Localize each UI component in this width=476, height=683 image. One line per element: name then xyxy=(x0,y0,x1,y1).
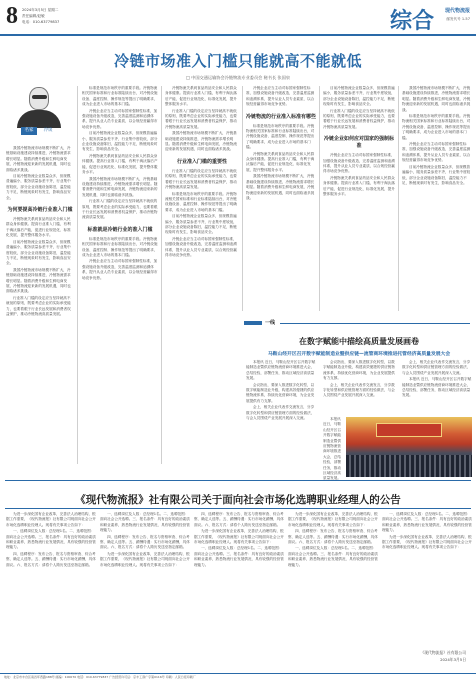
lead-column-4 xyxy=(246,86,316,311)
lead-byline: □ 中国交通运输协会冷链物流专业委员会 秘书长 张国泉 xyxy=(185,75,291,80)
paragraph: 一、选聘岗位及人数：总经理1名。二、选聘范围：面向社会公开选聘。三、报名条件：具有良好的政治素质和职业素养，熟悉物流行业发展情况，具有较强的经营管理能力。 xyxy=(194,546,284,567)
feature-column-2 xyxy=(323,360,395,414)
column-divider xyxy=(242,86,243,311)
page-number: 8 xyxy=(6,3,18,29)
feature-section-label xyxy=(244,319,474,327)
paragraph: 会上，相关企业代表作交流发言，分享数字化转型和供应链管理方面的经验做法，与会人员围绕产业发展开展深入交流。 xyxy=(402,360,471,375)
lead-column-5 xyxy=(323,86,395,311)
notice-column-4 xyxy=(288,512,378,670)
paragraph: 一、选聘岗位及人数：总经理1名。二、选聘范围：面向社会公开选聘。三、报名条件：具有良好的政治素质和职业素养，熟悉物流行业发展情况，具有较强的经营管理能力。 xyxy=(382,512,472,533)
paragraph: 四、选聘程序：发布公告、报名与资格审查、综合考察、确定人选等。五、薪酬待遇：实行市场化薪酬，具体面议。六、报名方式：请将个人简历发送至指定邮箱。 xyxy=(194,512,284,527)
lead-column-1 xyxy=(6,146,74,466)
lead-headline: 冷链市场准入门槛只能就高不能就低 xyxy=(113,52,362,70)
paragraph: 本报讯 近日，马鞍山经开区召开数字赋能制造业暨供应链物流营商环境推进大会，总结经验，部署任务，推动区域经济高质量发展。 xyxy=(323,417,341,481)
paragraph: 目前冷链物流企业数量众多，但规模普遍偏小，服务质量参差不齐，行业集中度较低，部分企业设施设备陈旧，温控能力不足，断链现象时有发生，影响食品安全。 xyxy=(402,164,471,185)
section-title: 综合 xyxy=(389,8,434,34)
subhead: 标准就是冷链行业的准入门槛 xyxy=(87,226,153,233)
paragraph: 冷链企业应当主动对标国家强制性标准，加强设施设备升级改造，完善温度监测和追溯体系，提升从业人员专业素质，以合规经营赢得市场竞争优势。 xyxy=(323,153,395,174)
notice-date: 2024年3月5日 xyxy=(440,657,466,662)
paragraph: 冷链企业应当主动对标国家强制性标准，加强设施设备升级改造，完善温度监测和追溯体系，提升从业人员专业素质，以合规经营赢得市场竞争优势。 xyxy=(165,236,237,257)
notice-column-3 xyxy=(194,512,284,670)
paragraph: 我国冷链物流市场规模不断扩大，冷链基础设施建设持续推进，冷链物流需求增长明显。随着消费升级和生鲜电商发展，冷链物流迎来新的发展机遇，同时也面临诸多挑战。 xyxy=(402,86,471,112)
face-illustration xyxy=(29,87,49,110)
editor-line: 责任编辑/赵敏 xyxy=(22,14,45,18)
paragraph: 我国冷链物流市场规模不断扩大，冷链基础设施建设持续推进，冷链物流需求增长明显。随着消费升级和生鲜电商发展，冷链物流迎来新的发展机遇，同时也面临诸多挑战。 xyxy=(82,176,158,197)
feature-column-4 xyxy=(323,417,343,481)
label-text: 一线 xyxy=(265,320,276,326)
notice-title: 《现代物流报》社有限公司关于面向社会市场化选聘职业经理人的公告 xyxy=(75,494,401,506)
footer-info: 地址：北京市丰台区南四环西路188号 邮编：100070 电话：010-63779837 广告经营许可证：京丰工商广字第0116号 印刷：人民日报印刷厂 xyxy=(0,673,476,683)
paragraph: 行业准入门槛的设定应当坚持就高不就低的原则，既要考虑企业的实际承受能力，也要着眼于行业长远发展和消费者权益保护，推动冷链物流高质量发展。 xyxy=(165,168,237,190)
column-tag-b: 冷谈 xyxy=(43,128,53,133)
paragraph: 为进一步深化国有企业改革，完善法人治理结构，根据工作需要，《现代物流报》社有限公司现面向社会公开市场化选聘职业经理人。现将有关事项公告如下： xyxy=(6,512,96,527)
paragraph: 行业准入门槛的设定应当坚持就高不就低的原则，既要考虑企业的实际承受能力，也要着眼于行业长远发展和消费者权益保护，推动冷链物流高质量发展。 xyxy=(6,295,71,316)
paragraph: 目前冷链物流企业数量众多，但规模普遍偏小，服务质量参差不齐，行业集中度较低，部分企业设施设备陈旧，温控能力不足，断链现象时有发生，影响食品安全。 xyxy=(6,239,71,266)
paragraph: 冷链企业应当主动对标国家强制性标准，加强设施设备升级改造，完善温度监测和追溯体系，提升从业人员专业素质，以合规经营赢得市场竞争优势。 xyxy=(246,86,315,107)
stage-screen xyxy=(376,423,442,437)
paragraph: 标准是规范市场秩序的重要手段。冷链物流相关国家标准和行业标准陆续出台，对冷链设施设备、温度控制、操作规范等提出了明确要求，成为企业进入市场的基本门槛。 xyxy=(246,123,315,150)
paragraph: 冷链物流关系到食品药品安全和人民群众身体健康。提高行业准入门槛，有利于淘汰落后产能，促进行业规范化、标准化发展，提升整体服务水平。 xyxy=(6,217,71,238)
paragraph: 标准是规范市场秩序的重要手段。冷链物流相关国家标准和行业标准陆续出台，对冷链设施设备、温度控制、操作规范等提出了明确要求，成为企业进入市场的基本门槛。 xyxy=(82,86,158,107)
paragraph: 为进一步深化国有企业改革，完善法人治理结构，根据工作需要，《现代物流报》社有限公司现面向社会公开市场化选聘职业经理人。现将有关事项公告如下： xyxy=(382,534,472,550)
label-rule xyxy=(280,323,470,324)
column-divider xyxy=(319,86,320,311)
paragraph: 四、选聘程序：发布公告、报名与资格审查、综合考察、确定人选等。五、薪酬待遇：实行市场化薪酬，具体面议。六、报名方式：请将个人简历发送至指定邮箱。 xyxy=(6,551,96,567)
paragraph: 目前冷链物流企业数量众多，但规模普遍偏小，服务质量参差不齐，行业集中度较低，部分企业设施设备陈旧，温控能力不足，断链现象时有发生，影响食品安全。 xyxy=(82,131,158,152)
column-divider xyxy=(77,86,78,464)
paragraph: 会上，相关企业代表作交流发言，分享数字化转型和供应链管理方面的经验做法，与会人员围绕产业发展开展深入交流。 xyxy=(323,382,395,398)
paragraph: 会议指出，要深入推进数字化转型，以数字赋能制造业升级，构建高效便捷的供应链物流体系，持续优化营商环境，为企业发展提供有力支撑。 xyxy=(323,360,395,381)
masthead xyxy=(0,0,476,36)
paragraph: 冷链企业应当主动对标国家强制性标准，加强设施设备升级改造，完善温度监测和追溯体系，提升从业人员专业素质，以合规经营赢得市场竞争优势。 xyxy=(82,259,158,280)
subhead: 为何要提高冷链行业准入门槛 xyxy=(7,207,73,214)
paragraph: 我国冷链物流市场规模不断扩大，冷链基础设施建设持续推进，冷链物流需求增长明显。随着消费升级和生鲜电商发展，冷链物流迎来新的发展机遇，同时也面临诸多挑战。 xyxy=(6,146,71,172)
section-rule xyxy=(5,508,471,509)
portrait-body xyxy=(17,110,61,128)
lead-column-3 xyxy=(165,86,239,466)
paragraph: 标准是规范市场秩序的重要手段。冷链物流相关国家标准和行业标准陆续出台，对冷链设施设备、温度控制、操作规范等提出了明确要求，成为企业进入市场的基本门槛。 xyxy=(82,236,158,257)
paragraph: 四、选聘程序：发布公告、报名与资格审查、综合考察、确定人选等。五、薪酬待遇：实行市场化薪酬，具体面议。六、报名方式：请将个人简历发送至指定邮箱。 xyxy=(100,534,190,550)
label-bar xyxy=(244,321,262,325)
notice-signature: 《现代物流报》社有限公司 xyxy=(420,650,466,655)
feature-subheadline: 马鞍山经开区召开数字赋能制造业暨供应链—流管商环境推进托管经济高质量发展大会 xyxy=(267,352,451,357)
feature-column-3 xyxy=(402,360,472,414)
lead-column-2 xyxy=(82,86,158,466)
paragraph: 四、选聘程序：发布公告、报名与资格审查、综合考察、确定人选等。五、薪酬待遇：实行市场化薪酬，具体面议。六、报名方式：请将个人简历发送至指定邮箱。 xyxy=(288,529,378,545)
notice-column-5 xyxy=(382,512,472,642)
paragraph: 一、选聘岗位及人数：总经理1名。二、选聘范围：面向社会公开选聘。三、报名条件：具有良好的政治素质和职业素养，熟悉物流行业发展情况，具有较强的经营管理能力。 xyxy=(100,512,190,533)
paragraph: 行业准入门槛的设定应当坚持就高不就低的原则，既要考虑企业的实际承受能力，也要着眼于行业长远发展和消费者权益保护，推动冷链物流高质量发展。 xyxy=(165,108,237,129)
paragraph: 为进一步深化国有企业改革，完善法人治理结构，根据工作需要，《现代物流报》社有限公司现面向社会公开市场化选聘职业经理人。现将有关事项公告如下： xyxy=(100,551,190,567)
paragraph: 一、选聘岗位及人数：总经理1名。二、选聘范围：面向社会公开选聘。三、报名条件：具有良好的政治素质和职业素养，熟悉物流行业发展情况，具有较强的经营管理能力。 xyxy=(6,529,96,550)
audience-rows xyxy=(346,455,472,477)
paragraph: 冷链物流关系到食品药品安全和人民群众身体健康。提高行业准入门槛，有利于淘汰落后产能，促进行业规范化、标准化发展，提升整体服务水平。 xyxy=(246,151,315,172)
paragraph: 为进一步深化国有企业改革，完善法人治理结构，根据工作需要，《现代物流报》社有限公司现面向社会公开市场化选聘职业经理人。现将有关事项公告如下： xyxy=(288,512,378,527)
date-line: 2024年3月5日 星期二 xyxy=(22,8,59,12)
paragraph: 本报讯 近日，马鞍山经开区召开数字赋能制造业暨供应链物流营商环境推进大会，总结经验，部署任务，推动区域经济高质量发展。 xyxy=(402,377,472,398)
column-divider xyxy=(161,86,162,464)
paragraph: 我国冷链物流市场规模不断扩大，冷链基础设施建设持续推进，冷链物流需求增长明显。随着消费升级和生鲜电商发展，冷链物流迎来新的发展机遇，同时也面临诸多挑战。 xyxy=(6,267,71,294)
paragraph: 我国冷链物流市场规模不断扩大，冷链基础设施建设持续推进，冷链物流需求增长明显。随着消费升级和生鲜电商发展，冷链物流迎来新的发展机遇，同时也面临诸多挑战。 xyxy=(246,174,315,200)
paragraph: 一、选聘岗位及人数：总经理1名。二、选聘范围：面向社会公开选聘。三、报名条件：具有良好的政治素质和职业素养，熟悉物流行业发展情况，具有较强的经营管理能力。 xyxy=(288,546,378,567)
feature-column-1 xyxy=(246,360,316,468)
paragraph: 我国冷链物流市场规模不断扩大，冷链基础设施建设持续推进，冷链物流需求增长明显。随着消费升级和生鲜电商发展，冷链物流迎来新的发展机遇，同时也面临诸多挑战。 xyxy=(165,131,237,152)
paragraph: 冷链物流关系到食品药品安全和人民群众身体健康。提高行业准入门槛，有利于淘汰落后产能，促进行业规范化、标准化发展，提升整体服务水平。 xyxy=(82,153,158,175)
paragraph: 目前冷链物流企业数量众多，但规模普遍偏小，服务质量参差不齐，行业集中度较低，部分企业设施设备陈旧，温控能力不足，断链现象时有发生，影响食品安全。 xyxy=(323,86,395,107)
paragraph: 标准是规范市场秩序的重要手段。冷链物流相关国家标准和行业标准陆续出台，对冷链设施设备、温度控制、操作规范等提出了明确要求，成为企业进入市场的基本门槛。 xyxy=(165,191,237,212)
feature-headline: 在数字赋能中描绘高质量发展画卷 xyxy=(299,337,419,346)
paragraph: 会上，相关企业代表作交流发言，分享数字化转型和供应链管理方面的经验做法，与会人员围绕产业发展开展深入交流。 xyxy=(246,405,315,421)
paragraph: 冷链物流关系到食品药品安全和人民群众身体健康。提高行业准入门槛，有利于淘汰落后产能，促进行业规范化、标准化发展，提升整体服务水平。 xyxy=(165,86,237,107)
paragraph: 目前冷链物流企业数量众多，但规模普遍偏小，服务质量参差不齐，行业集中度较低，部分企业设施设备陈旧，温控能力不足，断链现象时有发生，影响食品安全。 xyxy=(6,174,71,200)
subhead: 冷链企业如何应对国家的强制标准 xyxy=(323,136,394,150)
lead-column-6 xyxy=(402,86,472,311)
notice-column-1 xyxy=(6,512,96,670)
paragraph: 会议指出，要深入推进数字化转型，以数字赋能制造业升级，构建高效便捷的供应链物流体系，持续优化营商环境，为企业发展提供有力支撑。 xyxy=(246,382,315,403)
paper-code: 邮发代号 1-57 xyxy=(446,17,470,21)
paragraph: 冷链企业应当主动对标国家强制性标准，加强设施设备升级改造，完善温度监测和追溯体系，提升从业人员专业素质，以合规经营赢得市场竞争优势。 xyxy=(82,108,158,129)
column-tag-a: 名家 xyxy=(21,127,37,135)
paragraph: 本报讯 近日，马鞍山经开区召开数字赋能制造业暨供应链物流营商环境推进大会，总结经验，部署任务，推动区域经济高质量发展。 xyxy=(246,360,316,381)
paper-logo: 现代物流报 xyxy=(444,8,470,14)
paragraph: 目前冷链物流企业数量众多，但规模普遍偏小，服务质量参差不齐，行业集中度较低，部分企业设施设备陈旧，温控能力不足，断链现象时有发生，影响食品安全。 xyxy=(165,214,237,235)
paragraph: 行业准入门槛的设定应当坚持就高不就低的原则，既要考虑企业的实际承受能力，也要着眼于行业长远发展和消费者权益保护，推动冷链物流高质量发展。 xyxy=(323,108,395,129)
section-rule xyxy=(5,480,471,481)
conference-photo xyxy=(346,417,472,477)
subhead: 冷链物流的行业准入标准有哪些 xyxy=(246,113,317,120)
notice-column-2 xyxy=(100,512,190,670)
phone-line: 电话：010-63779837 xyxy=(22,20,60,24)
subhead: 行业准入门槛的重要性 xyxy=(176,158,227,165)
paragraph: 行业准入门槛的设定应当坚持就高不就低的原则，既要考虑企业的实际承受能力，也要着眼于行业长远发展和消费者权益保护，推动冷链物流高质量发展。 xyxy=(82,199,158,220)
paragraph: 为进一步深化国有企业改革，完善法人治理结构，根据工作需要，《现代物流报》社有限公司现面向社会公开市场化选聘职业经理人。现将有关事项公告如下： xyxy=(194,529,284,545)
paragraph: 冷链企业应当主动对标国家强制性标准，加强设施设备升级改造，完善温度监测和追溯体系，提升从业人员专业素质，以合规经营赢得市场竞争优势。 xyxy=(402,142,471,163)
paragraph: 冷链物流关系到食品药品安全和人民群众身体健康。提高行业准入门槛，有利于淘汰落后产能，促进行业规范化、标准化发展，提升整体服务水平。 xyxy=(323,175,395,197)
paragraph: 标准是规范市场秩序的重要手段。冷链物流相关国家标准和行业标准陆续出台，对冷链设施设备、温度控制、操作规范等提出了明确要求，成为企业进入市场的基本门槛。 xyxy=(402,114,471,140)
column-divider xyxy=(398,86,399,311)
author-portrait xyxy=(7,83,71,143)
